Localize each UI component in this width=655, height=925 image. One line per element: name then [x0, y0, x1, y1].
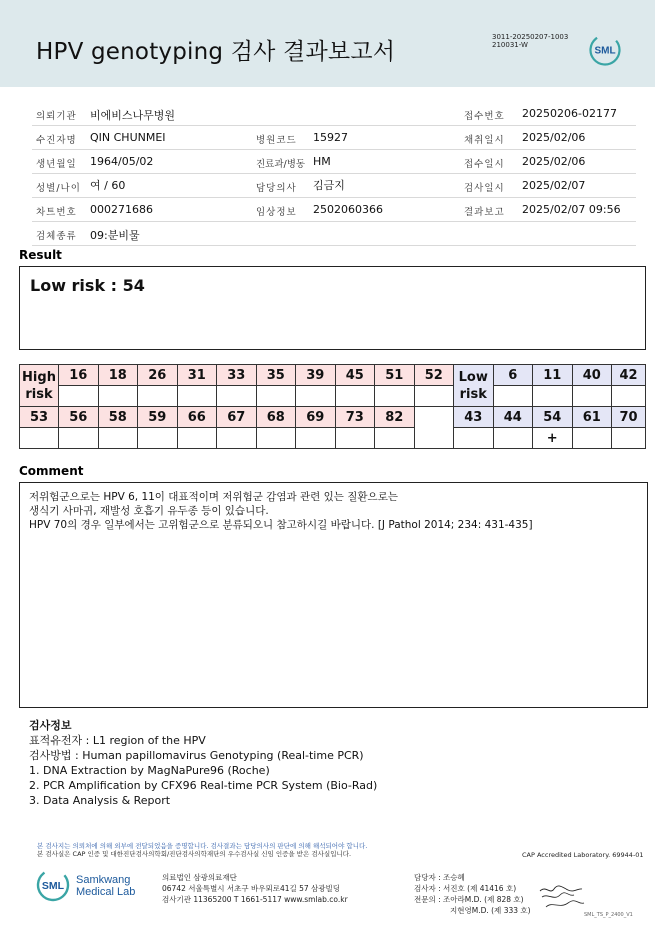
clinical-value: 2502060366 [313, 203, 383, 216]
patient-value: QIN CHUNMEI [90, 131, 166, 144]
result-cell [454, 428, 494, 449]
doctor-value: 김금지 [313, 179, 345, 192]
result-cell [256, 386, 296, 407]
test-info [29, 718, 377, 808]
notice-line-2: 본 검사실은 CAP 인증 및 대한진단검사의학회/진단검사의학재단의 우수검사실 신임 인증을 받은 검사실입니다. [37, 850, 352, 858]
genotype-cell: 16 [59, 365, 99, 386]
specimen-label: 검체종류 [36, 231, 77, 242]
patient-label: 수진자명 [36, 135, 77, 146]
report-title: HPV genotyping 검사 결과보고서 [36, 39, 396, 65]
info-row [32, 126, 636, 150]
result-cell [335, 428, 375, 449]
birth-label: 생년월일 [36, 159, 77, 170]
institution-label: 의뢰기관 [36, 111, 77, 122]
genotype-cell: 53 [20, 407, 59, 428]
form-code: SML_TS_P_2400_V1 [584, 912, 633, 918]
high-risk-label: High risk [20, 365, 59, 407]
genotype-cell: 61 [572, 407, 612, 428]
specimen-value: 09:분비물 [90, 229, 140, 242]
genotype-cell: 66 [177, 407, 217, 428]
genotype-cell: 18 [98, 365, 138, 386]
staff-manager: 담당자 : 조승혜 [414, 873, 465, 882]
chart-no-label: 차트번호 [36, 207, 77, 218]
result-cell [612, 428, 646, 449]
genotype-table [19, 364, 646, 449]
genotype-cell: 58 [98, 407, 138, 428]
result-cell [59, 428, 99, 449]
org-name: 의료법인 삼광의료재단 [162, 873, 237, 882]
result-cell [335, 386, 375, 407]
report-date-label: 결과보고 [464, 207, 505, 218]
method-step: 2. PCR Amplification by CFX96 Real-time PCR System (Bio-Rad) [29, 779, 378, 792]
result-section-title: Result [19, 248, 62, 262]
institution-value: 비에비스나무병원 [90, 109, 176, 122]
result-cell [375, 386, 415, 407]
test-info-title: 검사정보 [29, 719, 72, 732]
report-date-value: 2025/02/07 09:56 [522, 203, 621, 216]
result-text: Low risk : 54 [30, 276, 145, 295]
doc-code-1: 3011-20250207-1003 [492, 33, 569, 41]
genotype-cell: 35 [256, 365, 296, 386]
clinical-label: 임상정보 [256, 207, 297, 218]
genotype-cell: 67 [217, 407, 257, 428]
sml-logo-icon [589, 34, 621, 66]
result-cell [138, 386, 178, 407]
comment-line: 생식기 사마귀, 재발성 호흡기 유두종 등이 있습니다. [29, 505, 269, 517]
report-header [0, 0, 655, 87]
result-cell [217, 386, 257, 407]
org-contact: 검사기관 11365200 T 1661-5117 www.smlab.co.kr [162, 895, 348, 904]
svg-text:Samkwang: Samkwang [76, 874, 131, 886]
comment-box [19, 482, 648, 708]
genotype-cell: 39 [296, 365, 336, 386]
genotype-cell: 54 [533, 407, 573, 428]
svg-text:SML: SML [41, 880, 65, 892]
genotype-cell: 52 [414, 365, 454, 386]
genotype-cell: 11 [533, 365, 573, 386]
hospital-code-label: 병원코드 [256, 135, 297, 146]
genotype-cell: 82 [375, 407, 415, 428]
result-cell [138, 428, 178, 449]
staff-specialist-1: 전문의 : 조아라M.D. (제 828 호) [414, 895, 524, 904]
staff-info [414, 872, 531, 916]
result-cell [414, 386, 454, 407]
info-row [32, 174, 636, 198]
result-box [19, 266, 646, 350]
doctor-label: 담당의사 [256, 183, 297, 194]
signature-icon [538, 883, 586, 911]
chart-no-value: 000271686 [90, 203, 153, 216]
target-gene: 표적유전자 : L1 region of the HPV [29, 734, 206, 747]
cap-accreditation: CAP Accredited Laboratory. 69944-01 [522, 851, 644, 859]
notice-line-1: 본 검사지는 의뢰처에 의해 외부에 전달되었음을 증명합니다. 검사결과는 담당의사의 판단에 의해 해석되어야 합니다. [37, 842, 368, 850]
receipt-no-label: 접수번호 [464, 111, 505, 122]
result-cell [572, 386, 612, 407]
genotype-cell: 70 [612, 407, 646, 428]
info-row [32, 198, 636, 222]
result-cell [493, 428, 533, 449]
genotype-cell: 51 [375, 365, 415, 386]
test-date-label: 검사일시 [464, 183, 505, 194]
document-codes [492, 33, 568, 49]
result-cell [177, 386, 217, 407]
result-cell [98, 428, 138, 449]
result-cell [493, 386, 533, 407]
org-address: 06742 서울특별시 서초구 바우뫼로41길 57 삼광빌딩 [162, 884, 341, 893]
birth-value: 1964/05/02 [90, 155, 154, 168]
genotype-cell: 69 [296, 407, 336, 428]
result-cell [612, 386, 646, 407]
genotype-cell: 31 [177, 365, 217, 386]
collect-date-value: 2025/02/06 [522, 131, 586, 144]
genotype-cell: 59 [138, 407, 178, 428]
footer-notice [37, 842, 367, 858]
info-row [32, 222, 636, 246]
genotype-row-2 [20, 407, 646, 428]
receipt-no-value: 20250206-02177 [522, 107, 617, 120]
comment-line: HPV 70의 경우 일부에서는 고위험군으로 분류되오니 참고하시길 바랍니다. [J Pathol 2014; 234: 431-435] [29, 519, 533, 531]
organization-info [162, 872, 348, 905]
result-cell [296, 386, 336, 407]
result-cell [375, 428, 415, 449]
method-step: 1. DNA Extraction by MagNaPure96 (Roche) [29, 764, 270, 777]
genotype-cell: 6 [493, 365, 533, 386]
result-cell [98, 386, 138, 407]
empty-cell [414, 407, 454, 449]
samkwang-logo-icon [36, 868, 156, 902]
genotype-cell: 33 [217, 365, 257, 386]
result-cell [177, 428, 217, 449]
low-risk-label: Low risk [454, 365, 494, 407]
result-cell [533, 386, 573, 407]
result-cell [256, 428, 296, 449]
info-row [32, 150, 636, 174]
genotype-cell: 45 [335, 365, 375, 386]
patient-info-table [32, 102, 636, 246]
result-cell [217, 428, 257, 449]
comment-section-title: Comment [19, 464, 84, 478]
dept-value: HM [313, 155, 331, 168]
genotype-cell: 68 [256, 407, 296, 428]
high-risk-genotype-row-1 [20, 365, 646, 386]
genotype-cell: 42 [612, 365, 646, 386]
genotype-cell: 40 [572, 365, 612, 386]
sex-age-label: 성별/나이 [36, 183, 81, 194]
svg-text:Medical Lab: Medical Lab [76, 886, 136, 898]
test-date-value: 2025/02/07 [522, 179, 586, 192]
result-cell [296, 428, 336, 449]
test-method: 검사방법 : Human papillomavirus Genotyping (Real-time PCR) [29, 749, 364, 762]
staff-specialist-2: 지현영M.D. (제 333 호) [450, 906, 531, 915]
genotype-cell: 43 [454, 407, 494, 428]
samkwang-logo [36, 868, 156, 906]
genotype-cell: 26 [138, 365, 178, 386]
genotype-cell: 73 [335, 407, 375, 428]
hospital-code-value: 15927 [313, 131, 348, 144]
high-risk-result-row-1 [20, 386, 646, 407]
dept-label: 진료과/병동 [256, 159, 306, 170]
method-step: 3. Data Analysis & Report [29, 794, 171, 807]
result-cell-positive: + [533, 428, 573, 449]
genotype-cell: 44 [493, 407, 533, 428]
staff-tester: 검사자 : 서진호 (제 41416 호) [414, 884, 517, 893]
result-cell [20, 428, 59, 449]
genotype-cell: 56 [59, 407, 99, 428]
receipt-date-value: 2025/02/06 [522, 155, 586, 168]
comment-line: 저위험군으로는 HPV 6, 11이 대표적이며 저위험군 감염과 관련 있는 질환으로는 [29, 491, 398, 503]
receipt-date-label: 접수일시 [464, 159, 505, 170]
svg-text:SML: SML [594, 45, 616, 57]
collect-date-label: 채취일시 [464, 135, 505, 146]
doc-code-2: 210031-W [492, 41, 528, 49]
result-cell [59, 386, 99, 407]
sex-age-value: 여 / 60 [90, 179, 126, 192]
info-row [32, 102, 636, 126]
result-row-2 [20, 428, 646, 449]
result-cell [572, 428, 612, 449]
